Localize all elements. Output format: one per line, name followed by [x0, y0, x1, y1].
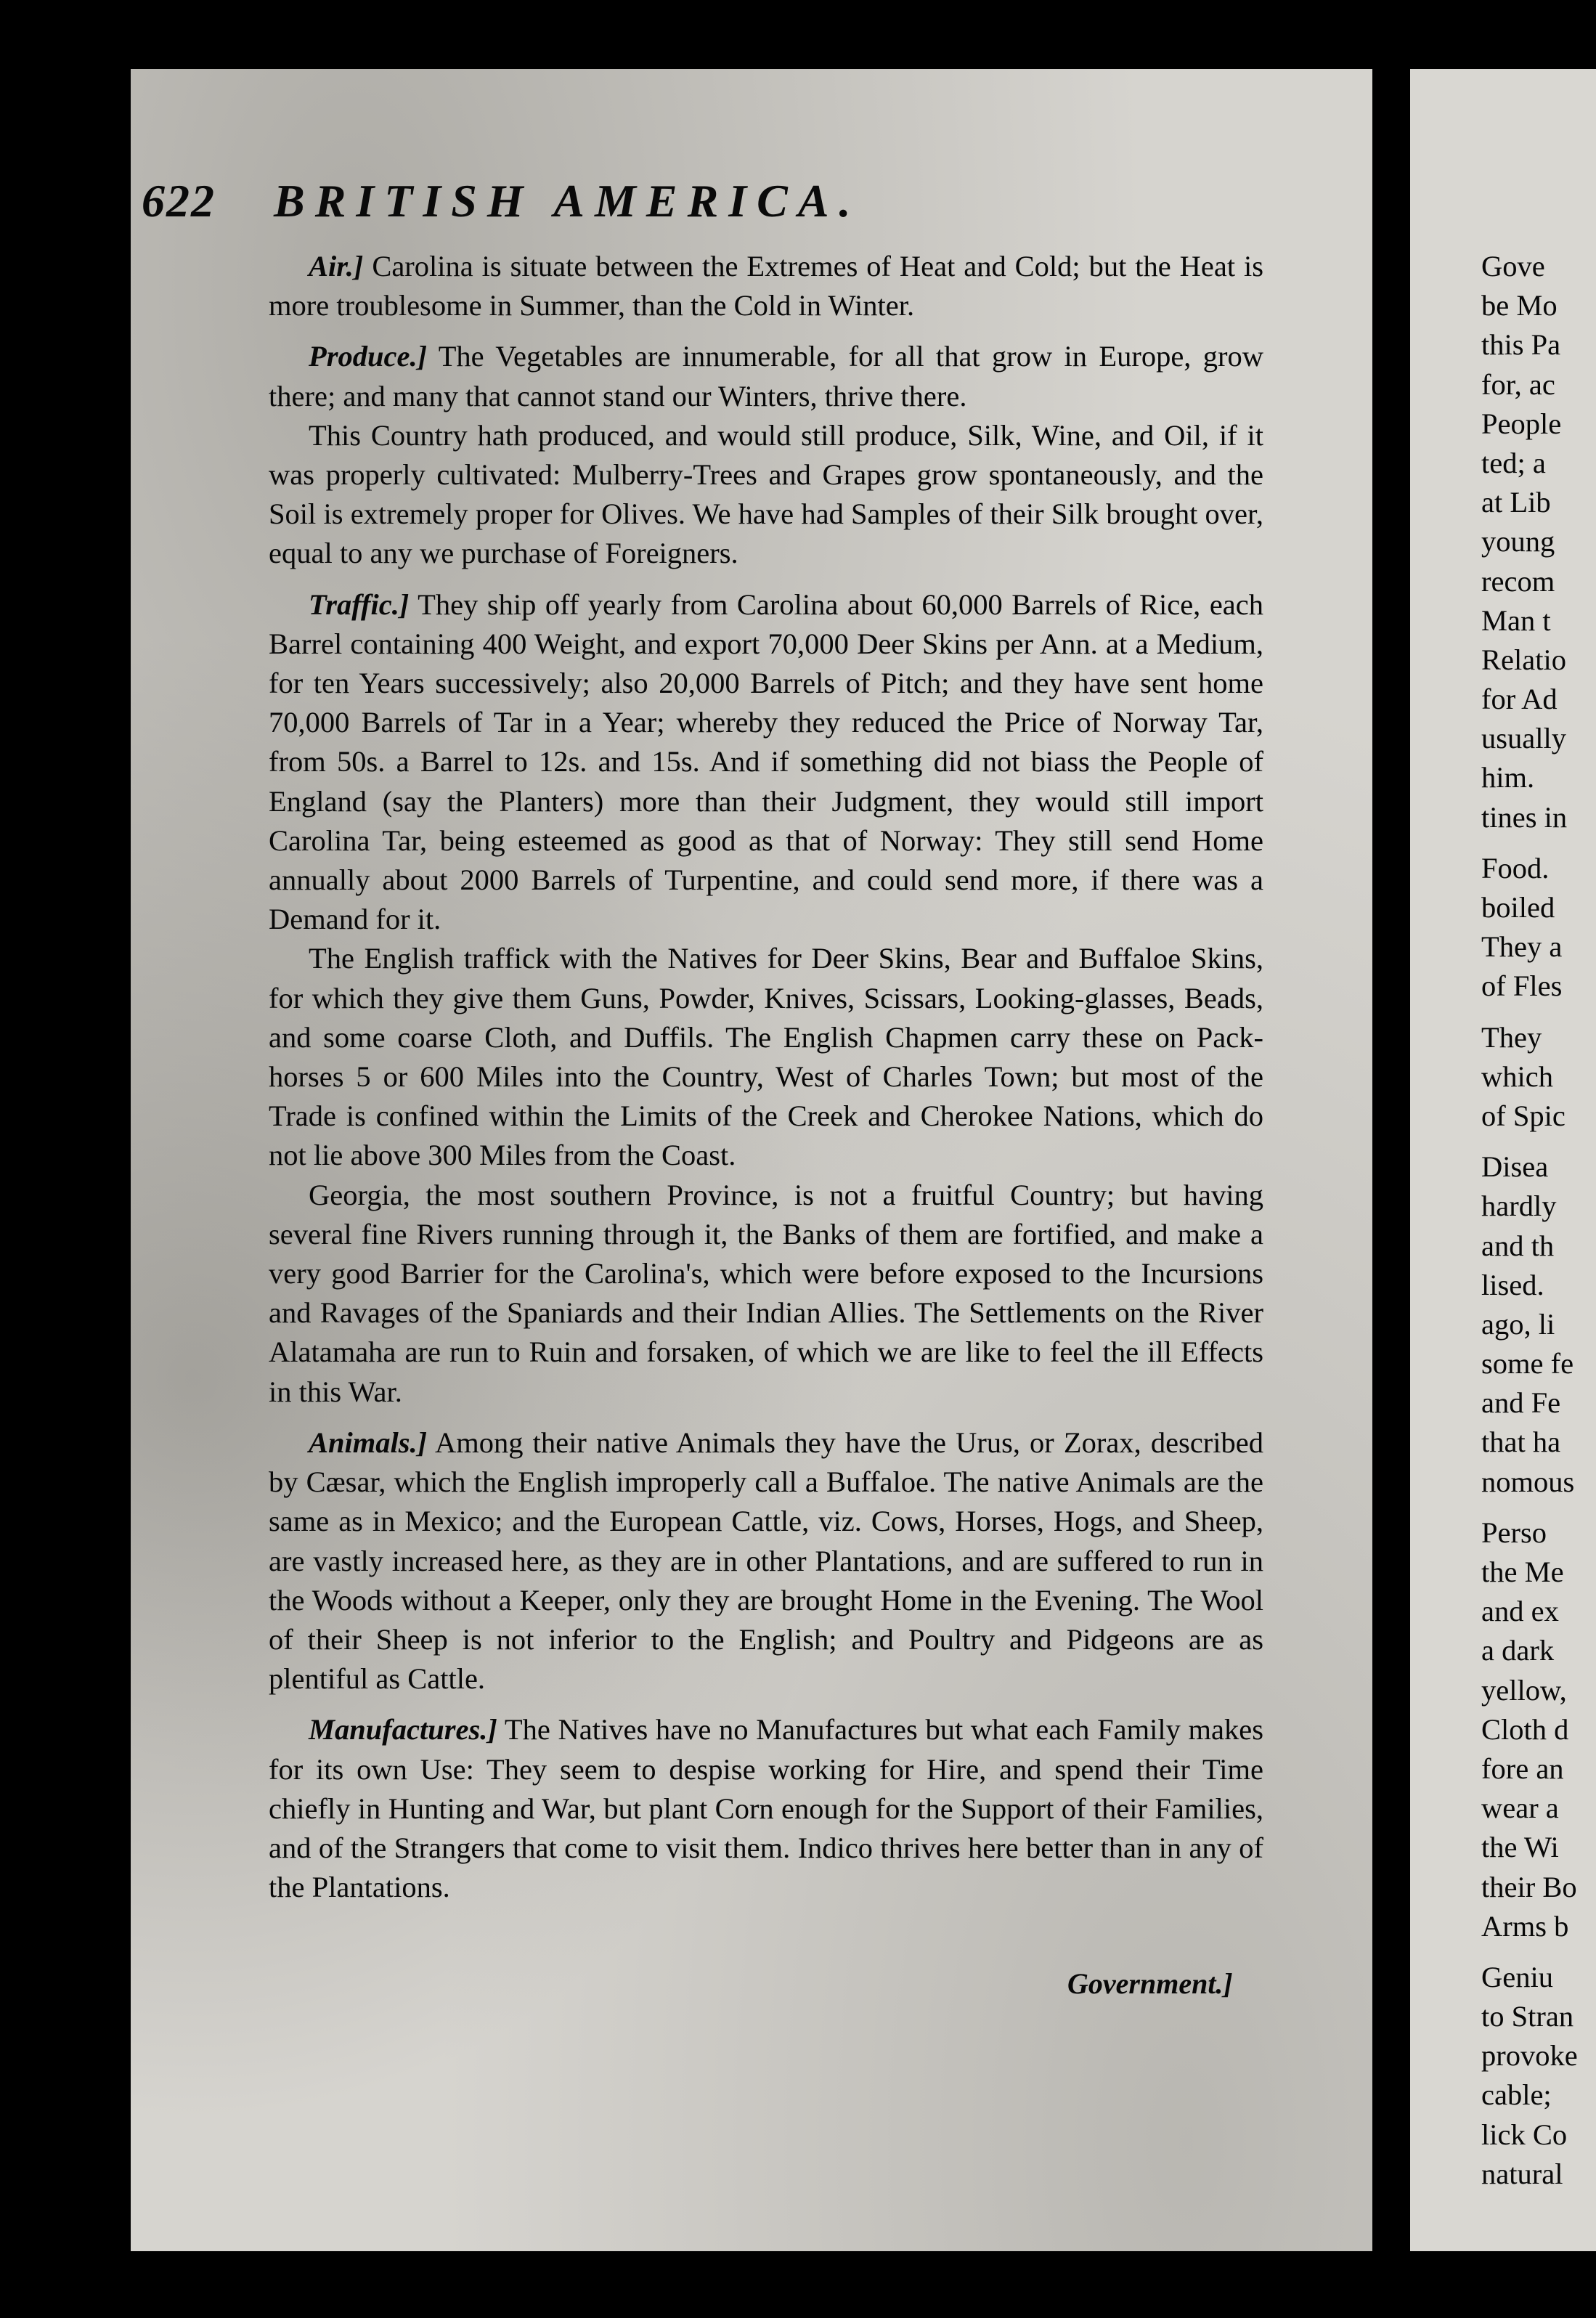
running-title: BRITISH AMERICA.	[274, 175, 861, 227]
page-number: 622	[142, 175, 216, 227]
right-page-line: their Bo	[1481, 1870, 1577, 1903]
side-label-air: Air.]	[309, 250, 364, 282]
right-page-line: usually	[1481, 722, 1566, 755]
right-page-line: and th	[1481, 1229, 1555, 1262]
right-page-line: some fe	[1481, 1347, 1574, 1380]
paragraph-traffic	[269, 585, 1263, 940]
right-page-line: ted; a	[1481, 446, 1546, 479]
running-head	[142, 174, 1267, 228]
right-page-line: fore an	[1481, 1752, 1564, 1785]
right-page-line: Gove	[1481, 250, 1545, 282]
paragraph-text: Carolina is situate between the Extremes of Heat and Cold; but the Heat is more troublesome in Summer, than the Cold in Winter.	[269, 250, 1263, 322]
paragraph-text: This Country hath produced, and would still produce, Silk, Wine, and Oil, if it was properly cultivated: Mulberry-Trees and Grapes grow spontaneously, and the Soil is extremely proper for Olives. We have had Samples of their Silk brought over, equal to any we purchase of Foreigners.	[269, 418, 1263, 570]
right-page-line: Relatio	[1481, 643, 1566, 676]
right-page-line: lised.	[1481, 1268, 1544, 1301]
paragraph-manufactures	[269, 1710, 1263, 1907]
right-page-line: and Fe	[1481, 1386, 1561, 1420]
right-page-line: ago, li	[1481, 1307, 1555, 1341]
right-page-line: wear a	[1481, 1792, 1559, 1825]
right-page-line: that ha	[1481, 1426, 1561, 1459]
paragraph-text: The Natives have no Manufactures but what each Family makes for its own Use: They seem to despise working for Hire, and spend their Time chiefly in Hunting and War, but plant Corn enough for the Support of their Families, and of the Strangers that come to visit them. Indico thrives here better than in any of the Plantations.	[269, 1713, 1263, 1904]
right-page-line: lick Co	[1481, 2118, 1568, 2151]
right-page-line: Arms b	[1481, 1909, 1569, 1943]
right-page-line: young	[1481, 525, 1555, 558]
right-page-line: this Pa	[1481, 328, 1561, 362]
page-gutter	[1372, 0, 1410, 2318]
right-page-line: yellow,	[1481, 1673, 1567, 1707]
paragraph-air	[269, 247, 1263, 325]
right-page-line: People	[1481, 407, 1562, 440]
right-page-line: Geniu	[1481, 1960, 1553, 1993]
right-page-text	[1481, 247, 1596, 2194]
paragraph-text: Georgia, the most southern Province, is not a fruitful Country; but having several fine Rivers running through it, the Banks of them are fortified, and make a very good Barrier for the Carolina's, which were before exposed to the Incursions and Ravages of the Spaniards and their Indian Allies. The Settlements on the River Alatamaha are run to Ruin and forsaken, of which we are like to feel the ill Effects in this War.	[269, 1178, 1263, 1408]
right-page-line: natural	[1481, 2157, 1563, 2190]
right-page-line: Disea	[1481, 1150, 1549, 1184]
right-page-line: Man t	[1481, 603, 1551, 637]
side-label-manufactures: Manufactures.]	[309, 1713, 497, 1746]
right-page-line: which	[1481, 1060, 1553, 1093]
right-page-line: of Fles	[1481, 969, 1563, 1003]
right-page-line: the Wi	[1481, 1831, 1559, 1864]
right-page-line: Perso	[1481, 1516, 1547, 1549]
right-page-line: for Ad	[1481, 683, 1558, 716]
catchword: Government.]	[1067, 1967, 1233, 2000]
right-page-line: him.	[1481, 761, 1535, 794]
right-page-line: hardly	[1481, 1190, 1557, 1223]
right-page-line: They	[1481, 1020, 1542, 1054]
side-label-produce: Produce.]	[309, 340, 428, 373]
right-page-line: cable;	[1481, 2078, 1552, 2112]
paragraph-text: They ship off yearly from Carolina about 60,000 Barrels of Rice, each Barrel containing 400 Weight, and export 70,000 Deer Skins per Ann. at a Medium, for ten Years successively; also 20,000 Barrels of Pitch; and they have sent home 70,000 Barrels of Tar in a Year; whereby they reduced the Price of Norway Tar, from 50s. a Barrel to 12s. and 15s. And if something did not biass the People of England (say the Planters) more than their Judgment, they would still import Carolina Tar, being esteemed as good as that of Norway: They still send Home annually about 2000 Barrels of Turpentine, and could send more, if there was a Demand for it.	[269, 587, 1263, 936]
right-page-line: recom	[1481, 564, 1555, 598]
right-page-line: They a	[1481, 930, 1563, 964]
paragraph-text: The English traffick with the Natives for Deer Skins, Bear and Buffaloe Skins, for which they give them Guns, Powder, Knives, Scissars, Looking-glasses, Beads, and some coarse Cloth, and Duffils. The English Chapmen carry these on Pack-horses 5 or 600 Miles into the Country, West of Charles Town; but most of the Trade is confined within the Limits of the Creek and Cherokee Nations, which do not lie above 300 Miles from the Coast.	[269, 942, 1263, 1172]
paragraph-text: The Vegetables are innumerable, for all that grow in Europe, grow there; and many that cannot stand our Winters, thrive there.	[269, 340, 1263, 412]
right-page-line: provoke	[1481, 2039, 1578, 2073]
paragraph-georgia	[269, 1176, 1263, 1412]
right-page-line: of Spic	[1481, 1099, 1566, 1132]
right-page-line: a dark	[1481, 1634, 1555, 1667]
right-page-line: at Lib	[1481, 486, 1551, 519]
right-page-line: the Me	[1481, 1556, 1564, 1588]
paragraph-produce	[269, 337, 1263, 415]
side-label-animals: Animals.]	[309, 1426, 428, 1459]
paragraph-traffic-2	[269, 939, 1263, 1175]
right-page-line: tines in	[1481, 800, 1568, 834]
paragraph-produce-2	[269, 416, 1263, 574]
right-page-line: for, ac	[1481, 367, 1555, 401]
paragraph-animals	[269, 1423, 1263, 1699]
right-page-line: Food.	[1481, 851, 1550, 884]
paragraph-text: Among their native Animals they have the Urus, or Zorax, described by Cæsar, which the English improperly call a Buffaloe. The native Animals are the same as in Mexico; and the European Cattle, viz. Cows, Horses, Hogs, and Sheep, are vastly increased here, as they are in other Plantations, and are suffered to run in the Woods without a Keeper, only they are brought Home in the Evening. The Wool of their Sheep is not inferior to the English; and Poultry and Pidgeons are as plentiful as Cattle.	[269, 1426, 1264, 1696]
right-page-line: and ex	[1481, 1595, 1559, 1628]
right-page-line: boiled	[1481, 891, 1555, 924]
right-page-line: be Mo	[1481, 289, 1558, 322]
right-page-line: nomous	[1481, 1465, 1575, 1498]
right-page-line: to Stran	[1481, 2000, 1574, 2033]
side-label-traffic: Traffic.]	[309, 587, 410, 621]
body-text	[269, 247, 1263, 1907]
right-page-line: Cloth d	[1481, 1712, 1569, 1746]
